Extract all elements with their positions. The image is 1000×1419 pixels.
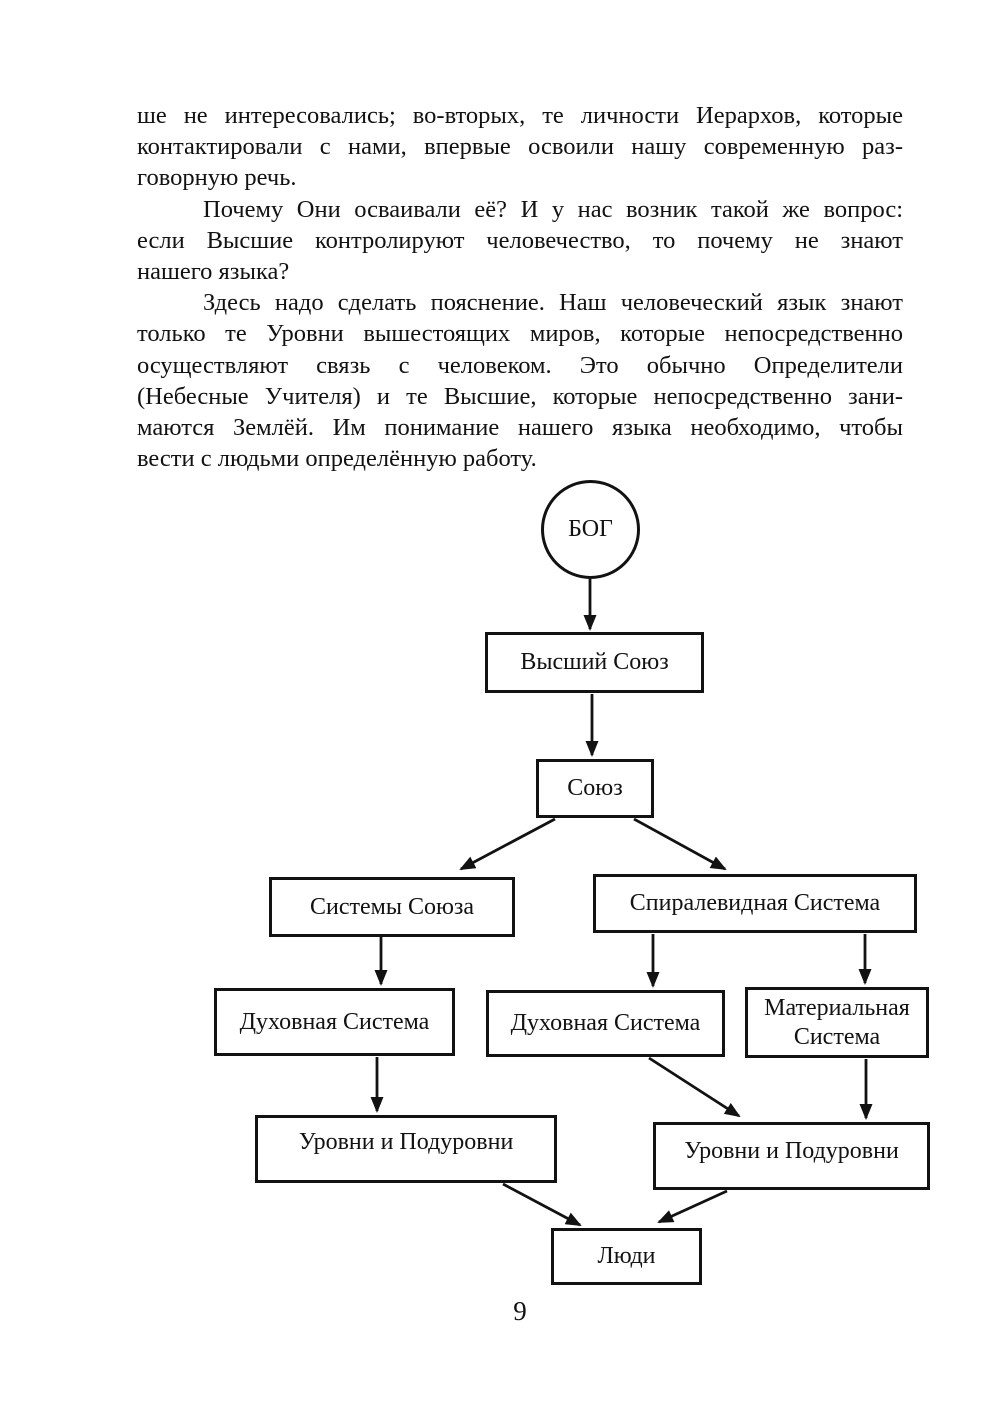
text-line: осуществляют связь с человеком. Это обычно Определители xyxy=(137,351,903,379)
text-line: только те Уровни вышестоящих миров, которые непосредственно xyxy=(137,320,903,348)
text-line: Почему Они осваивали её? И у нас возник такой же вопрос: xyxy=(203,195,903,223)
node-levels-sublevels-right: Уровни и Подуровни xyxy=(653,1122,930,1190)
text-line: маются Землёй. Им понимание нашего языка необходимо, чтобы xyxy=(137,413,903,441)
node-people: Люди xyxy=(551,1228,702,1285)
node-union: Союз xyxy=(536,759,654,818)
node-union-systems: Системы Союза xyxy=(269,877,515,937)
text-line: вести с людьми определённую работу. xyxy=(137,445,537,473)
node-material-system: Материальная Система xyxy=(745,987,929,1058)
node-spiral-system: Спиралевидная Система xyxy=(593,874,917,933)
node-levels-sublevels-left: Уровни и Подуровни xyxy=(255,1115,557,1183)
text-line: говорную речь. xyxy=(137,164,297,192)
text-line: контактировали с нами, впервые освоили нашу современную раз- xyxy=(137,133,903,161)
node-god: БОГ xyxy=(541,480,640,579)
node-spiritual-system-left: Духовная Система xyxy=(214,988,455,1056)
text-line: (Небесные Учителя) и те Высшие, которые непосредственно зани- xyxy=(137,382,903,410)
text-line: ше не интересовались; во-вторых, те личности Иерархов, которые xyxy=(137,102,903,129)
node-spiritual-system-center: Духовная Система xyxy=(486,990,725,1057)
node-higher-union: Высший Союз xyxy=(485,632,704,693)
text-line: если Высшие контролируют человечество, то почему не знают xyxy=(137,226,903,254)
page-number: 9 xyxy=(513,1296,527,1326)
text-line: Здесь надо сделать пояснение. Наш человеческий язык знают xyxy=(203,289,903,317)
text-line: нашего языка? xyxy=(137,257,290,285)
